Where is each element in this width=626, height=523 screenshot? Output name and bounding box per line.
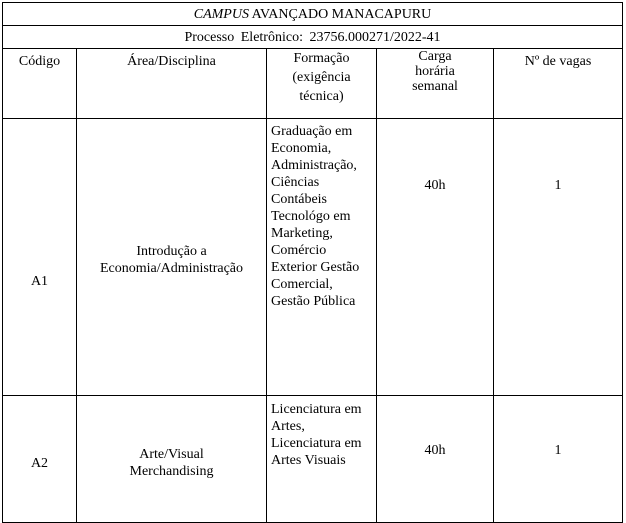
cell-formacao-line: Comercial, [271,277,333,292]
cell-formacao-line: Economia, [271,141,332,156]
cell-formacao-line: Marketing, [271,226,333,241]
header-formacao-line: (exigência [292,70,351,85]
cell-area-line: Introdução a [136,244,207,259]
cell-formacao-line: Gestão Pública [271,294,356,309]
table-row [3,119,623,396]
header-carga-line: semanal [412,79,458,94]
cell-formacao-line: Graduação em [271,124,353,139]
header-carga-line: horária [415,64,455,79]
cell-codigo: A1 [3,119,77,396]
campus-word: CAMPUS [193,6,249,22]
cell-area-line: Arte/Visual [139,447,204,462]
process-number: Processo Eletrônico: 23756.000271/2022-41 [3,26,623,49]
header-formacao-line: Formação [293,51,350,66]
cell-formacao [267,396,377,523]
header-vagas: Nº de vagas [494,49,623,119]
header-area: Área/Disciplina [77,49,267,119]
header-formacao-line: técnica) [299,89,344,104]
header-formacao [267,49,377,119]
title-row [3,3,623,26]
table-row [3,396,623,523]
campus-name: AVANÇADO MANACAPURU [248,6,432,22]
cell-formacao-line: Tecnológo em [271,209,351,224]
cell-carga: 40h [377,396,494,523]
cell-area [77,396,267,523]
cell-formacao [267,119,377,396]
cell-formacao-line: Licenciatura em [271,402,362,417]
header-row [3,49,623,119]
cell-area [77,119,267,396]
vacancy-table [2,2,623,523]
cell-formacao-line: Administração, [271,158,357,173]
cell-formacao-line: Licenciatura em [271,436,362,451]
process-row [3,26,623,49]
header-carga-line: Carga [418,49,452,64]
cell-formacao-line: Comércio [271,243,327,258]
cell-vagas: 1 [494,396,623,523]
campus-title [3,3,623,26]
cell-vagas: 1 [494,119,623,396]
cell-codigo: A2 [3,396,77,523]
cell-formacao-line: Contábeis [271,192,327,207]
cell-formacao-line: Exterior Gestão [271,260,360,275]
cell-area-line: Merchandising [129,464,214,479]
header-carga [377,49,494,119]
cell-formacao-line: Artes, [271,419,305,434]
cell-formacao-line: Artes Visuais [271,453,346,468]
cell-carga: 40h [377,119,494,396]
header-codigo: Código [3,49,77,119]
cell-formacao-line: Ciências [271,175,320,190]
cell-area-line: Economia/Administração [99,261,244,276]
